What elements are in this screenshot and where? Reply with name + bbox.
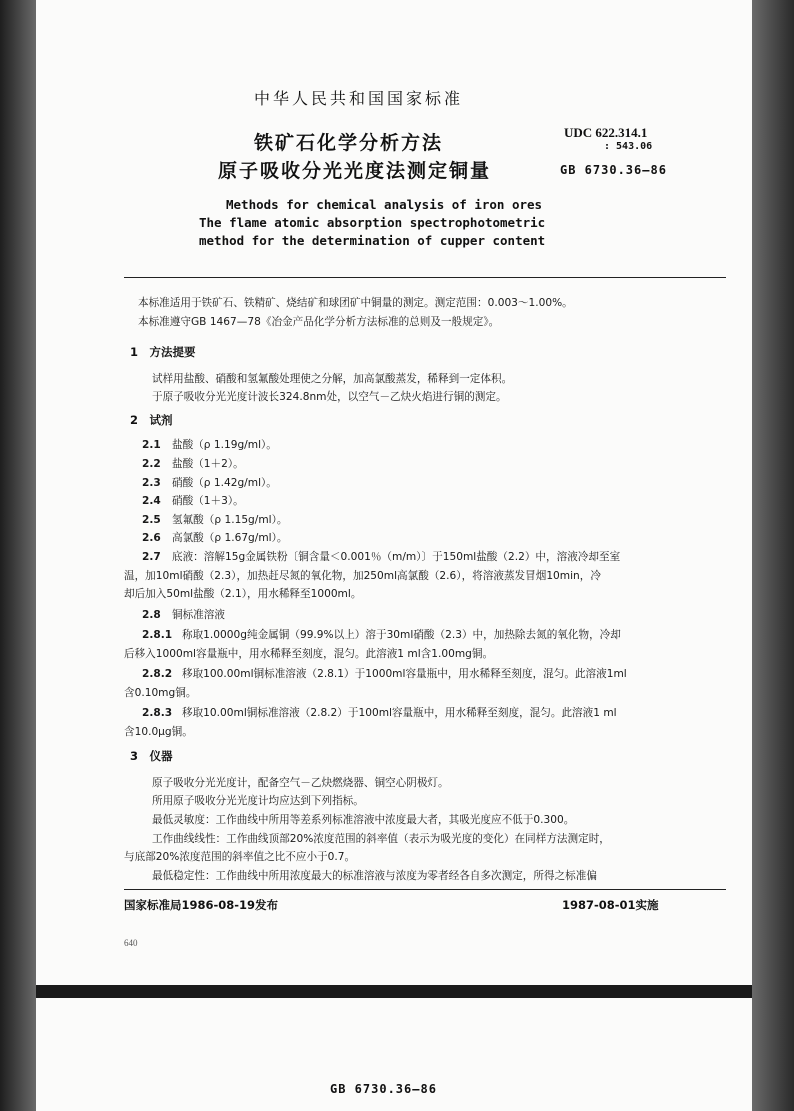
title-chinese-line2: 原子吸收分光光度法测定铜量 <box>218 160 492 182</box>
reagent-item-2-8-2-line1: 2.8.2 移取100.00ml铜标准溶液（2.8.1）于1000ml容量瓶中，用水稀释至刻度，混匀。此溶液1ml <box>142 668 627 680</box>
reagent-item: 2.4 硝酸（1＋3）。 <box>142 495 244 507</box>
title-chinese-line1: 铁矿石化学分析方法 <box>254 132 444 154</box>
reagent-item-2-8-1-line2: 后移入1000ml容量瓶中，用水稀释至刻度，混匀。此溶液1 ml含1.00mg铜。 <box>124 648 494 660</box>
reagent-item-2-8-3-line2: 含10.0μg铜。 <box>124 726 193 738</box>
udc-subcode: : 543.06 <box>604 141 653 152</box>
viewer-left-edge <box>0 0 36 1111</box>
reagent-item-2-7-line2: 温，加10ml硝酸（2.3），加热赶尽氮的氧化物，加250ml高氯酸（2.6），将溶液蒸发冒烟10min，冷 <box>124 570 601 582</box>
header-divider <box>124 277 726 278</box>
national-standard-heading: 中华人民共和国国家标准 <box>254 89 464 108</box>
reagent-item: 2.1 盐酸（ρ 1.19g/ml）。 <box>142 439 277 451</box>
reagent-item: 2.5 氢氟酸（ρ 1.15g/ml）。 <box>142 514 288 526</box>
section-1-heading: 1 方法提要 <box>130 345 196 359</box>
udc-code: UDC 622.314.1 <box>564 125 648 140</box>
viewer-right-edge <box>752 0 794 1111</box>
section-1-line2: 于原子吸收分光光度计波长324.8nm处，以空气－乙炔火焰进行铜的测定。 <box>152 391 507 403</box>
reagent-item: 2.3 硝酸（ρ 1.42g/ml）。 <box>142 477 277 489</box>
section-3-line5: 与底部20%浓度范围的斜率值之比不应小于0.7。 <box>124 851 356 863</box>
section-1-line1: 试样用盐酸、硝酸和氢氟酸处理使之分解，加高氯酸蒸发，稀释到一定体积。 <box>152 373 513 385</box>
section-2-heading: 2 试剂 <box>130 413 173 427</box>
title-english-line2: The flame atomic absorption spectrophotometric <box>199 215 546 230</box>
reagent-item: 2.2 盐酸（1＋2）。 <box>142 458 244 470</box>
intro-line1: 本标准适用于铁矿石、铁精矿、烧结矿和球团矿中铜量的测定。测定范围：0.003～1.00%。 <box>138 297 573 309</box>
document-page-1 <box>36 0 752 985</box>
section-3-line3: 最低灵敏度：工作曲线中所用等差系列标准溶液中浓度最大者，其吸光度应不低于0.300。 <box>152 814 575 826</box>
reagent-item: 2.6 高氯酸（ρ 1.67g/ml）。 <box>142 532 288 544</box>
reagent-item-2-7-line1: 2.7 底液：溶解15g金属铁粉〔铜含量＜0.001％（m/m）〕于150ml盐酸（2.2）中，溶液冷却至室 <box>142 551 621 563</box>
title-english-line1: Methods for chemical analysis of iron ores <box>226 197 543 212</box>
section-3-heading: 3 仪器 <box>130 749 173 763</box>
gb-standard-code: GB 6730.36—86 <box>560 163 667 177</box>
page-gap <box>36 985 752 998</box>
reagent-item-2-8-1-line1: 2.8.1 称取1.0000g纯金属铜（99.9%以上）溶于30ml硝酸（2.3）中，加热除去氮的氧化物，冷却 <box>142 629 621 641</box>
section-3-line1: 原子吸收分光光度计，配备空气－乙炔燃烧器、铜空心阴极灯。 <box>152 777 449 789</box>
reagent-item-2-7-line3: 却后加入50ml盐酸（2.1），用水稀释至1000ml。 <box>124 588 362 600</box>
title-english-line3: method for the determination of cupper content <box>199 233 546 248</box>
section-3-line4: 工作曲线线性：工作曲线顶部20%浓度范围的斜率值（表示为吸光度的变化）在同样方法测定时， <box>152 833 610 845</box>
reagent-item-2-8-2-line2: 含0.10mg铜。 <box>124 687 197 699</box>
page2-gb-code: GB 6730.36—86 <box>330 1082 437 1096</box>
reagent-item-2-8: 2.8 铜标准溶液 <box>142 609 225 621</box>
page-number: 640 <box>124 938 138 948</box>
footer-divider <box>124 889 726 890</box>
section-3-line6: 最低稳定性：工作曲线中所用浓度最大的标准溶液与浓度为零者经各自多次测定，所得之标准偏 <box>152 870 597 882</box>
document-page-2 <box>36 998 752 1111</box>
intro-line2: 本标准遵守GB 1467—78《冶金产品化学分析方法标准的总则及一般规定》。 <box>138 316 500 328</box>
reagent-item-2-8-3-line1: 2.8.3 移取10.00ml铜标准溶液（2.8.2）于100ml容量瓶中，用水稀释至刻度，混匀。此溶液1 ml <box>142 707 617 719</box>
effective-date: 1987-08-01实施 <box>562 898 659 912</box>
section-3-line2: 所用原子吸收分光光度计均应达到下列指标。 <box>152 795 364 807</box>
issue-date: 国家标准局1986-08-19发布 <box>124 898 279 912</box>
